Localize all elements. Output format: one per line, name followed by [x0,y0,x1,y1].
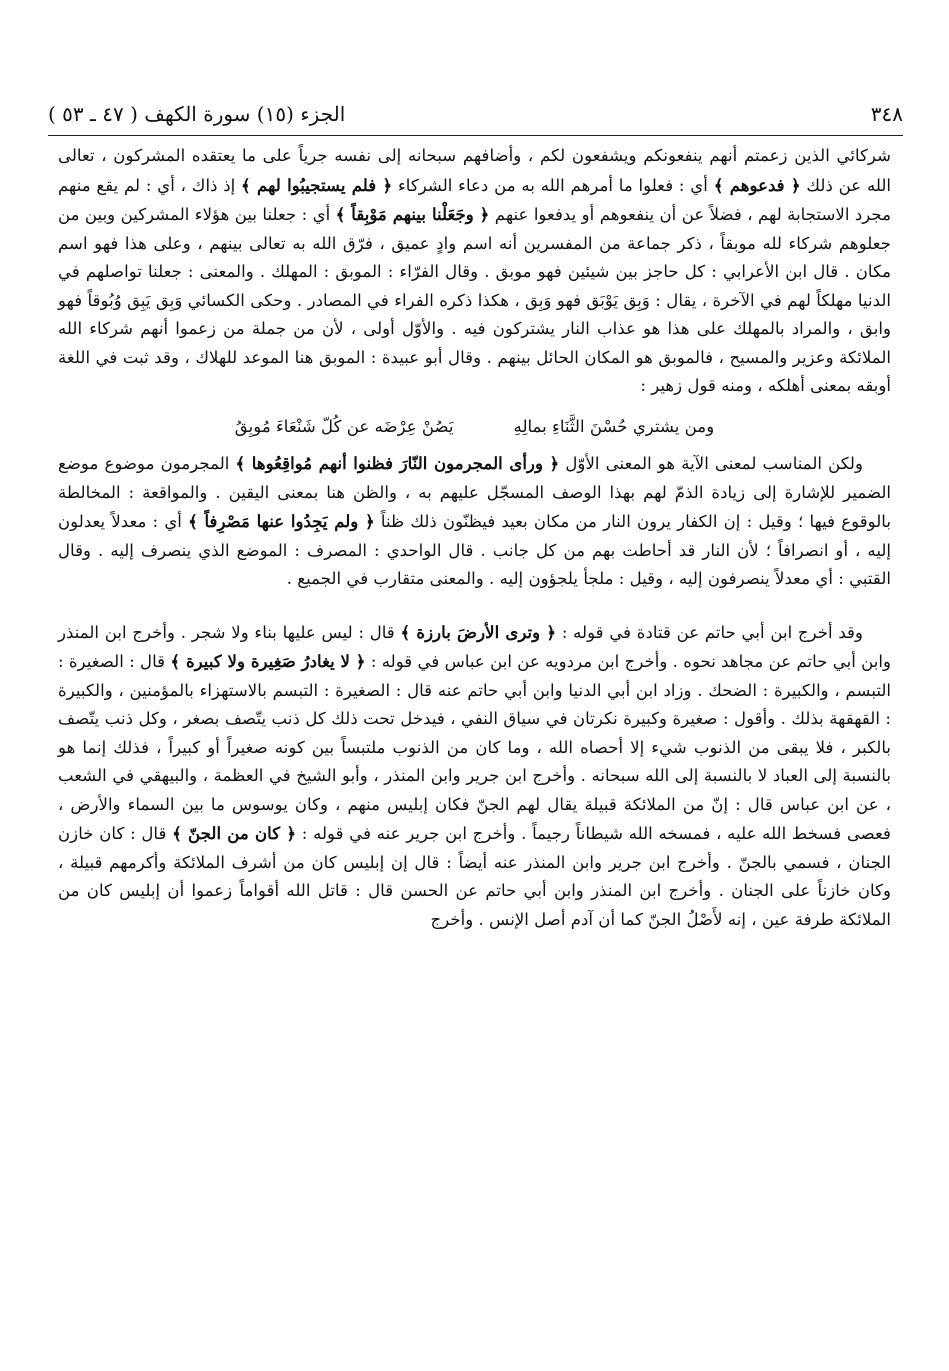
quran-quote: ﴿ كان من الجنّ ﴾ [172,823,297,843]
quran-quote: ﴿ ولم يَجِدُوا عنها مَصْرِفاً ﴾ [188,511,375,531]
text-run: قال : ليس عليها بناء ولا شجر . وأخرج ابن المنذر وابن أبي حاتم عن مجاهد نحوه . وأخرج ابن مردويه عن ابن عباس في قوله : [58,622,891,671]
header-divider [48,135,903,136]
text-run: أي : معدلاً يعدلون إليه ، أو انصرافاً ؛ لأن النار قد أحاطت بهم من كل جانب . قال الواحدي : المصرف : الموضع الذي ينصرف إليه . وقال القتبي : أي معدلاً ينصرفون إليه ، وقيل : ملجأ يلجؤون إليه . والمعنى متقارب في الجميع . [58,512,891,588]
running-title: الجزء (١٥) سورة الكهف ( ٤٧ ـ ٥٣ ) [48,102,346,126]
text-run: شركائي الذين زعمتم أنهم ينفعونكم ويشفعون لكم ، وأضافهم سبحانه إلى نفسه جرياً على ما يعتقده المشركون ، تعالى الله عن ذلك [58,146,892,195]
verse-hemistich-1: ومن يشتري حُسْنَ الثَّنَاءِ بمالِهِ [513,416,715,436]
text-run: أي : جعلنا بين هؤلاء المشركين وبين من جعلوهم شركاء لله موبقاً ، ذكر جماعة من المفسرين أنه اسم وادٍ عميق ، فرّق الله به تعالى بينهم ، وعلى هذا فهو اسم مكان . قال ابن الأعرابي : كل حاجز بين شيئين فهو موبق . وقال الفرّاء : الموبق : المهلك . والمعنى : جعلنا تواصلهم في الدنيا مهلكاً لهم في الآخرة ، يقال : وَبِق يَوْبَق فهو وَبِق ، هكذا ذكره الفراء في المصادر . وحكى الكسائي وَبِق يَبِق وُبُوقاً فهو وابق ، والمراد بالمهلك على هذا هو عذاب النار يشتركون فيه . والأوّل أولى ، لأن من جملة من زعموا أنهم شركاء الله الملائكة وعزير والمسيح ، فالموبق هو المكان الحائل بينهم . وقال أبو عبيدة : الموبق هنا الموعد للهلاك ، وقد ثبت في اللغة أوبقه بمعنى أهلكه ، ومنه قول زهير : [58,205,891,395]
quran-quote: ﴿ لا يغادرُ صَغِيرة ولا كبيرة ﴾ [170,651,366,671]
text-run: أي : فعلوا ما أمرهم الله به من دعاء الشركاء [392,175,714,195]
text-run: قال : الصغيرة : التبسم ، والكبيرة : الضحك . وزاد ابن أبي الدنيا وابن أبي حاتم عنه قال : الصغيرة : التبسم بالاستهزاء بالمؤمنين ، والكبيرة : القهقهة بذلك . وأقول : صغيرة وكبيرة نكرتان في سياق النفي ، فيدخل تحت ذلك كل ذنب يتّصف بصغر ، وكل ذنب يتّصف بالكبر ، فلا يبقى من الذنوب شيء إلا أحصاه الله ، وما كان من الذنوب ملتبساً بين كونه صغيراً أو كبيراً ، فذلك إنما هو بالنسبة إلى العباد لا بالنسبة إلى الله سبحانه . وأخرج ابن جرير وابن المنذر ، وأبو الشيخ في العظمة ، والبيهقي في الشعب ، عن ابن عباس قال : إنّ من الملائكة قبيلة يقال لهم الجنّ فكان إبليس منهم ، وكان يوسوس ما بين السماء والأرض ، فعصى فسخط الله عليه ، فمسخه الله شيطاناً رجيماً . وأخرج ابن جرير عنه في قوله : [58,652,891,843]
text-run: قال : كان خازن الجنان ، فسمي بالجنّ . وأخرج ابن جرير وابن المنذر عنه أيضاً : قال إن إبليس كان من أشرف الملائكة وأكرمهم قبيلة ، وكان خازناً على الجنان . وأخرج ابن المنذر وابن أبي حاتم عن الحسن قال : قاتل الله أقواماً زعموا أن إبليس كان من الملائكة طرفة عين ، إنه لأَصْلُ الجنّ كما أن آدم أصل الإنس . وأخرج [58,824,891,929]
verse-hemistich-2: يَصُنْ عِرْضَه عن كُلّ شَنْعَاءَ مُوبِقُ [234,416,454,436]
poetry-verse [58,413,891,442]
quran-quote: ﴿ فدعوهم ﴾ [713,174,801,195]
main-text [58,142,891,934]
page-header [48,92,903,126]
text-run: المجرمون موضوع موضع الضمير للإشارة إلى زيادة الذمّ لهم بهذا الوصف المسجّل عليهم به ، والظن هنا بمعنى اليقين . والمواقعة : المخالطة بالوقوع فيها ؛ وقيل : إن الكفار يرون النار من مكان بعيد فيظنّون ذلك ظناً [58,454,891,531]
paragraph-commentary-1 [58,142,891,401]
page-number: ٣٤٨ [870,102,903,126]
quran-quote: ﴿ فلم يستجيبُوا لهم ﴾ [241,174,393,195]
text-run: ولكن المناسب لمعنى الآية هو المعنى الأوّل [559,454,863,473]
section-gap [58,594,891,618]
text-run: إذ ذاك ، أي : لم يقع منهم مجرد الاستجابة لهم ، فضلاً عن أن ينفعوهم أو يدفعوا عنهم [58,175,891,224]
text-run: وقد أخرج ابن أبي حاتم عن قتادة في قوله : [556,622,864,642]
quran-quote: ﴿ ورأى المجرمون النّارَ فظنوا أنهم مُواقِعُوها ﴾ [235,453,560,473]
quran-quote: ﴿ وجَعَلْنا بينهم مَوْبِقاً ﴾ [335,204,490,224]
paragraph-narrations [58,618,891,935]
paragraph-commentary-2 [58,449,891,594]
quran-quote: ﴿ وترى الأرضَ بارزة ﴾ [400,621,557,642]
